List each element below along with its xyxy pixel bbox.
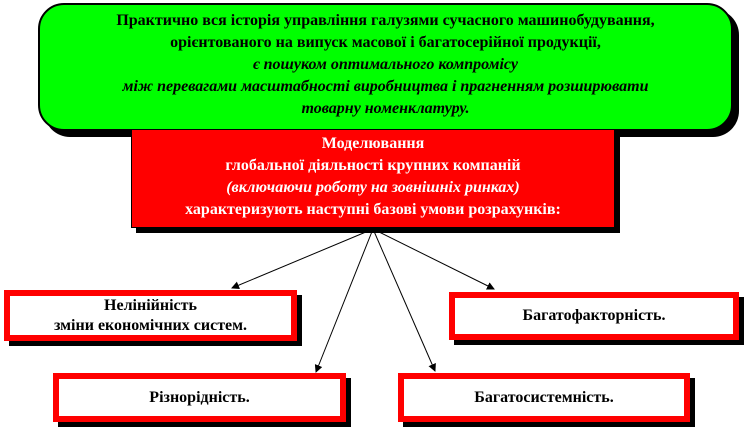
top-line-3: є пошуком оптимального компромісу <box>253 56 518 73</box>
heterogeneity-label: Різнорідність. <box>149 388 250 406</box>
multisystem-label: Багатосистемність. <box>474 388 614 406</box>
multisystem-box <box>398 373 690 422</box>
center-line-2: глобальної діяльності крупних компаній <box>225 157 521 174</box>
nonlinearity-box <box>4 290 297 341</box>
arrow-to-multisystem <box>373 229 435 371</box>
multifactor-label: Багатофакторність. <box>522 307 666 324</box>
nonlinearity-line-1: Нелінійність <box>104 296 197 314</box>
center-line-4: характеризують наступні базові умови розрахунків: <box>185 201 561 218</box>
arrow-to-multifactor <box>373 229 494 289</box>
top-line-1: Практично вся історія управління галузями сучасного машинобудування, <box>116 12 655 29</box>
center-line-3: (включаючи роботу на зовнішніх ринках) <box>226 179 520 196</box>
arrow-to-heterogeneity <box>316 229 373 372</box>
nonlinearity-line-2: зміни економічних систем. <box>53 316 248 334</box>
top-line-2: орієнтованого на випуск масової і багатосерійної продукції, <box>170 34 601 51</box>
arrow-to-nonlinearity <box>232 229 373 288</box>
center-line-1: Моделювання <box>321 135 425 152</box>
top-line-4: між перевагами масштабності виробництва і прагненням розширювати <box>122 78 649 95</box>
multifactor-box <box>449 292 739 340</box>
top-line-5: товарну номенклатуру. <box>301 100 470 117</box>
heterogeneity-box <box>53 373 346 422</box>
